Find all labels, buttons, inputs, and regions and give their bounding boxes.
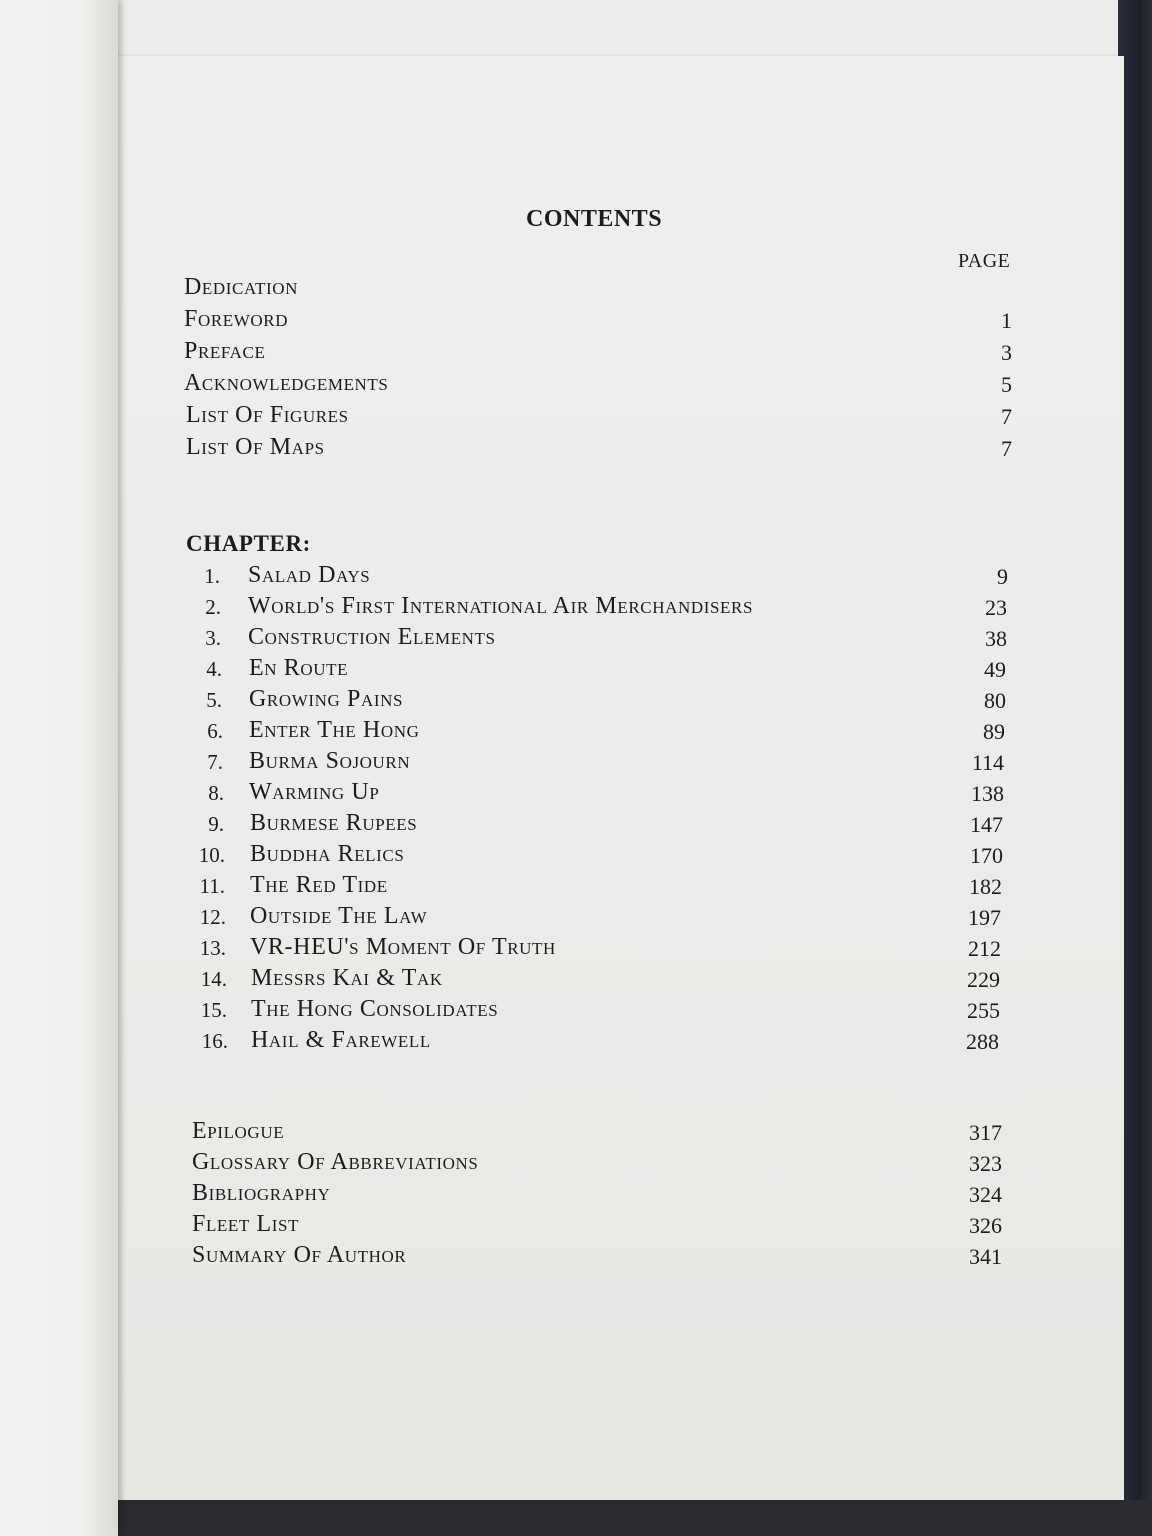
back-matter-item	[108, 1180, 1124, 1212]
chapter-number: 14.	[200, 967, 227, 991]
chapter-item	[108, 841, 1124, 873]
chapter-title: En Route	[249, 655, 349, 681]
chapter-item	[108, 562, 1124, 594]
chapter-number: 11.	[199, 874, 225, 898]
entry-title: Bibliography	[192, 1180, 331, 1206]
chapter-item	[108, 872, 1124, 904]
back-matter-item	[108, 1118, 1124, 1150]
chapter-item	[108, 965, 1124, 997]
page-number: 7	[1001, 436, 1012, 461]
chapter-number: 15.	[200, 998, 227, 1022]
chapter-item	[108, 624, 1124, 656]
entry-title: List Of Maps	[186, 434, 325, 460]
chapter-item	[108, 779, 1124, 811]
chapter-number: 9.	[208, 812, 224, 836]
chapter-item	[108, 996, 1124, 1028]
page-number: 38	[985, 626, 1007, 651]
page-number: 147	[970, 812, 1003, 837]
page-column-heading: PAGE	[958, 250, 1011, 272]
page-number: 341	[969, 1244, 1002, 1269]
contents-page	[108, 56, 1124, 1500]
page-number: 1	[1001, 308, 1012, 333]
chapter-heading: CHAPTER:	[186, 531, 311, 556]
chapter-title: Hail & Farewell	[251, 1027, 431, 1053]
chapter-number: 1.	[204, 564, 220, 588]
page-number: 3	[1001, 340, 1012, 365]
chapter-number: 8.	[208, 781, 224, 805]
front-matter-item	[108, 274, 1124, 306]
chapter-title: Burma Sojourn	[249, 748, 411, 774]
chapter-title: World's First International Air Merchandisers	[248, 593, 754, 619]
page-number: 9	[997, 564, 1008, 589]
page-number: 212	[968, 936, 1001, 961]
chapter-title: The Red Tide	[250, 872, 388, 898]
chapter-title: Growing Pains	[249, 686, 404, 712]
page-number: 317	[969, 1120, 1002, 1145]
chapter-number: 7.	[207, 750, 223, 774]
page-number: 323	[969, 1151, 1002, 1176]
chapter-number: 13.	[199, 936, 226, 960]
front-matter-item	[108, 338, 1124, 370]
page-number: 7	[1001, 404, 1012, 429]
entry-title: Fleet List	[192, 1211, 300, 1237]
page-number: 114	[971, 750, 1004, 775]
chapter-title: The Hong Consolidates	[251, 996, 499, 1022]
chapter-title: Burmese Rupees	[250, 810, 418, 836]
page-number: 5	[1001, 372, 1012, 397]
page-number: 49	[984, 657, 1006, 682]
chapter-number: 5.	[206, 688, 222, 712]
page-number: 324	[969, 1182, 1002, 1207]
page-number: 197	[968, 905, 1001, 930]
chapter-number: 2.	[205, 595, 221, 619]
chapter-title: Outside The Law	[250, 903, 428, 929]
chapter-title: Messrs Kai & Tak	[251, 965, 443, 991]
chapter-title: VR-HEU's Moment Of Truth	[250, 934, 556, 960]
chapter-title: Enter The Hong	[249, 717, 420, 743]
page-number: 23	[985, 595, 1007, 620]
chapter-item	[108, 717, 1124, 749]
entry-title: Acknowledgements	[184, 370, 389, 396]
book-cover-bottom	[0, 1500, 1152, 1536]
front-matter-item	[108, 370, 1124, 402]
entry-title: List Of Figures	[186, 402, 349, 428]
chapter-item	[108, 655, 1124, 687]
back-matter-item	[108, 1211, 1124, 1243]
page-number: 288	[966, 1029, 999, 1054]
page-number: 255	[967, 998, 1000, 1023]
chapter-item	[108, 748, 1124, 780]
chapter-item	[108, 1027, 1124, 1059]
chapter-number: 16.	[201, 1029, 228, 1053]
front-matter-item	[108, 306, 1124, 338]
chapter-item	[108, 934, 1124, 966]
chapter-item	[108, 593, 1124, 625]
chapter-item	[108, 686, 1124, 718]
page-number: 80	[984, 688, 1006, 713]
page-number: 326	[969, 1213, 1002, 1238]
entry-title: Dedication	[184, 274, 298, 300]
facing-page	[0, 0, 118, 1536]
chapter-number: 3.	[205, 626, 221, 650]
entry-title: Glossary Of Abbreviations	[192, 1149, 479, 1175]
chapter-number: 6.	[207, 719, 223, 743]
chapter-title: Construction Elements	[248, 624, 496, 650]
chapter-title: Buddha Relics	[250, 841, 405, 867]
page-number: 170	[970, 843, 1003, 868]
front-matter-item	[108, 402, 1124, 434]
entry-title: Foreword	[184, 306, 289, 332]
page-number: 182	[969, 874, 1002, 899]
back-matter-item	[108, 1149, 1124, 1181]
entry-title: Epilogue	[192, 1118, 285, 1144]
page-number: 89	[983, 719, 1005, 744]
back-matter-item	[108, 1242, 1124, 1274]
contents-title: CONTENTS	[526, 206, 663, 232]
chapter-number: 4.	[206, 657, 222, 681]
page-number: 229	[967, 967, 1000, 992]
chapter-number: 10.	[198, 843, 225, 867]
entry-title: Summary Of Author	[192, 1242, 407, 1268]
chapter-title: Warming Up	[249, 779, 380, 805]
chapter-title: Salad Days	[248, 562, 371, 588]
chapter-item	[108, 810, 1124, 842]
page-number: 138	[971, 781, 1004, 806]
chapter-number: 12.	[199, 905, 226, 929]
front-matter-item	[108, 434, 1124, 466]
entry-title: Preface	[184, 338, 266, 364]
chapter-item	[108, 903, 1124, 935]
